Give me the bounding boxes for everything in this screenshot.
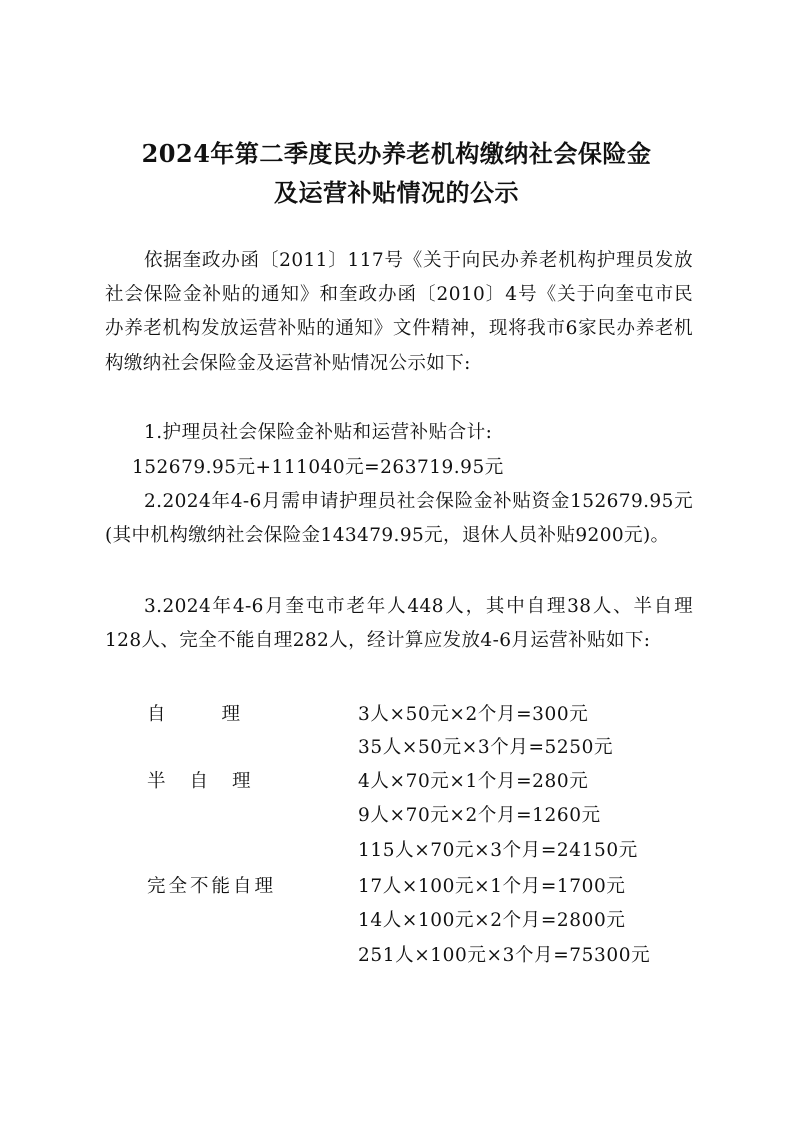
calc-row: 4人×70元×1个月=280元 xyxy=(358,771,589,792)
calc-row: 9人×70元×2个月=1260元 xyxy=(358,805,601,826)
intro-paragraph: 依据奎政办函〔2011〕117号《关于向民办养老机构护理员发放社会保险金补贴的通知》和奎政办函〔2010〕4号《关于向奎屯市民办养老机构发放运营补贴的通知》文件精神，现将我市6家民办养老机构缴纳社会保险金及运营补贴情况公示如下: xyxy=(105,250,693,374)
item-1-formula: 152679.95元+111040元=263719.95元 xyxy=(132,457,504,478)
item-2-paragraph: 2.2024年4-6月需申请护理员社会保险金补贴资金152679.95元(其中机构缴纳社会保险金143479.95元，退休人员补贴9200元)。 xyxy=(105,491,693,547)
category-label-semi-self-care: 半自理 xyxy=(147,771,275,792)
item-3-paragraph: 3.2024年4-6月奎屯市老年人448人，其中自理38人、半自理128人、完全不能自理282人，经计算应发放4-6月运营补贴如下: xyxy=(105,596,693,652)
calc-row: 251人×100元×3个月=75300元 xyxy=(358,945,651,966)
calc-row: 3人×50元×2个月=300元 xyxy=(358,704,589,725)
category-label-fully-dependent: 完全不能自理 xyxy=(147,876,277,897)
document-title-line-1: 2024年第二季度民办养老机构缴纳社会保险金 xyxy=(141,139,652,168)
calc-row: 17人×100元×1个月=1700元 xyxy=(358,876,626,897)
calc-row: 35人×50元×3个月=5250元 xyxy=(358,737,614,758)
calc-row: 14人×100元×2个月=2800元 xyxy=(358,910,626,931)
calc-row: 115人×70元×3个月=24150元 xyxy=(358,840,638,861)
item-1-heading: 1.护理员社会保险金补贴和运营补贴合计: xyxy=(144,422,493,443)
category-label-self-care: 自理 xyxy=(147,704,297,725)
document-title-line-2: 及运营补贴情况的公示 xyxy=(274,178,519,207)
